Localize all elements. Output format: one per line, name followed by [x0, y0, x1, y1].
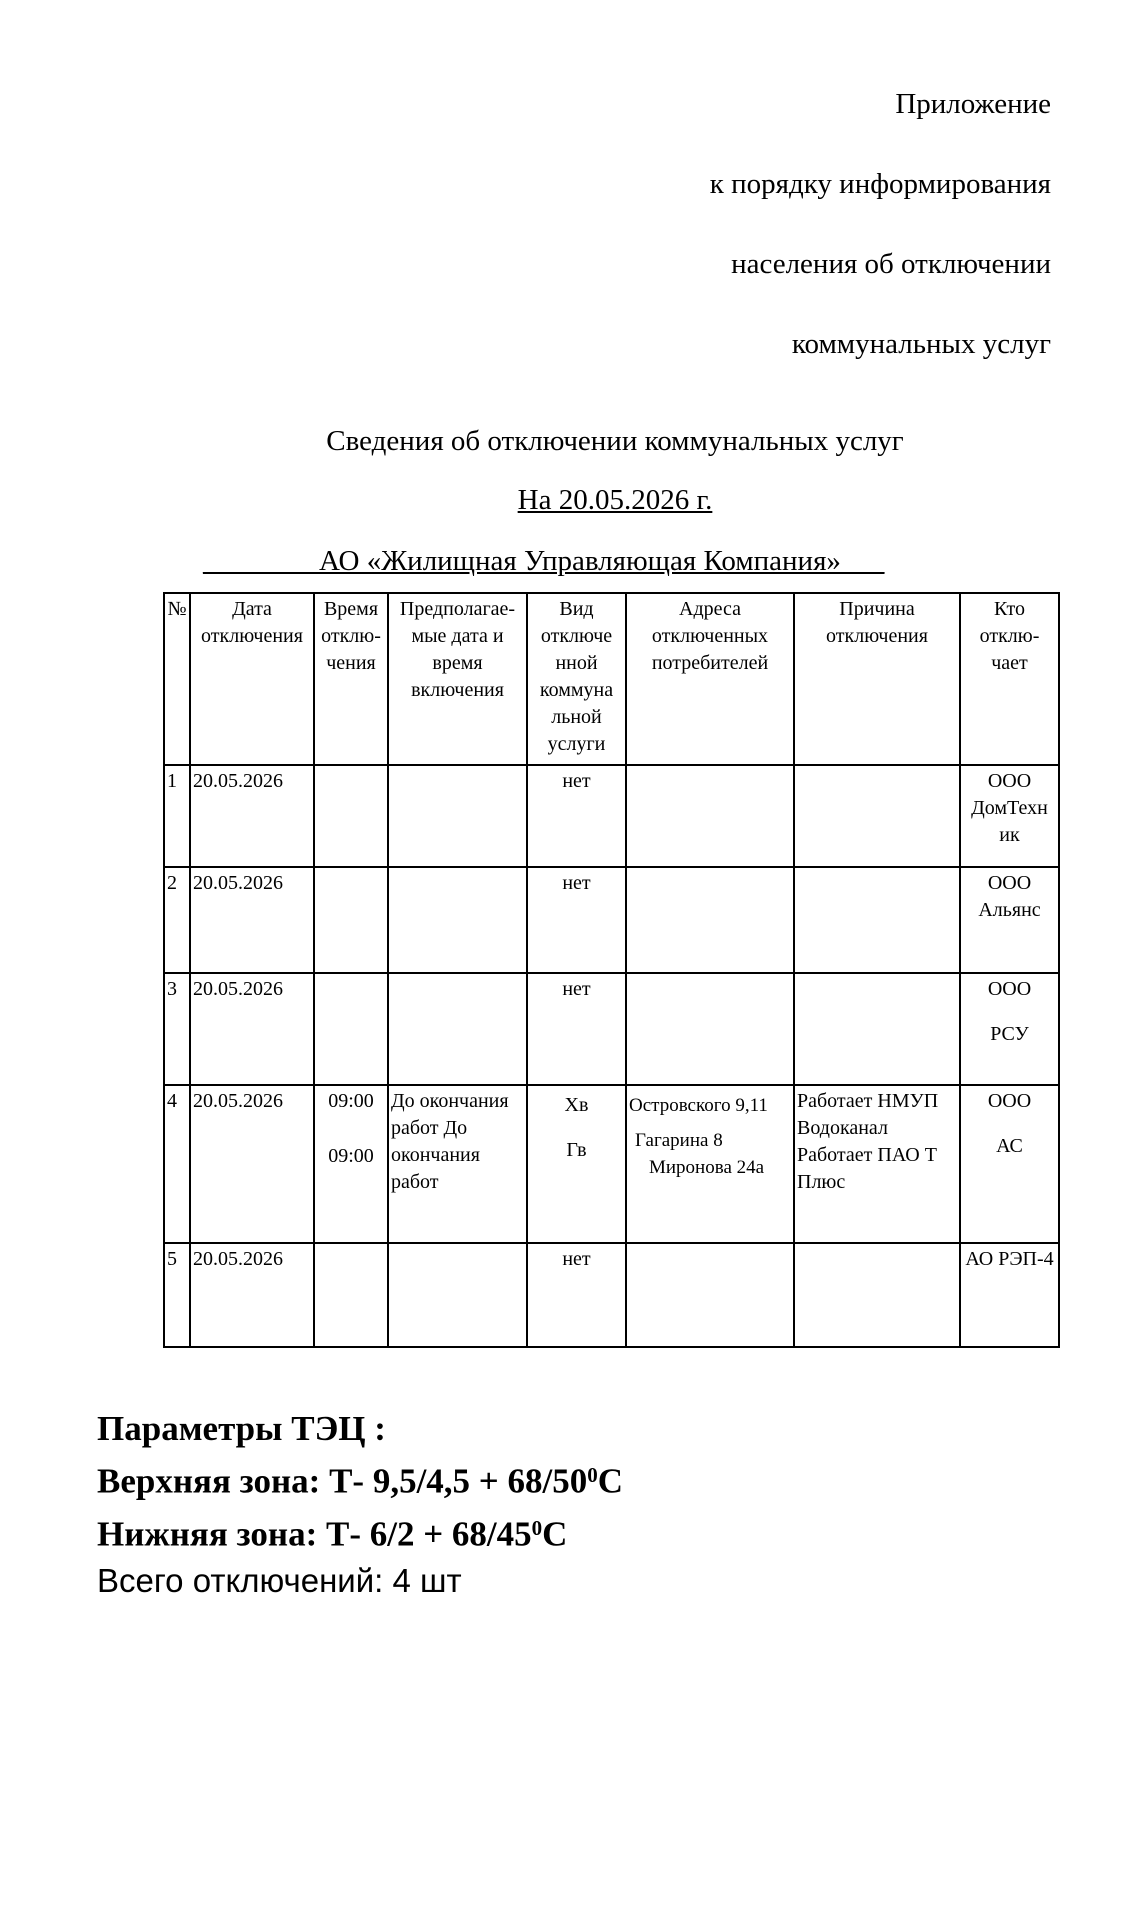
who-line-2: РСУ [990, 1023, 1029, 1045]
cell-time [314, 867, 388, 973]
lower-zone-text: Нижняя зона: Т- 6/2 + 68/45 [97, 1514, 532, 1553]
appendix-line-1: Приложение [895, 88, 1051, 120]
cell-address [626, 973, 794, 1085]
cell-who: АО РЭП-4 [960, 1243, 1059, 1347]
lower-zone-degree: 0 [531, 1515, 543, 1540]
cell-date: 20.05.2026 [190, 1243, 314, 1347]
params-title: Параметры ТЭЦ : [97, 1409, 386, 1448]
cell-reason [794, 867, 960, 973]
cell-expected [388, 1243, 527, 1347]
upper-zone-degree: 0 [587, 1463, 598, 1487]
header-reason: Причина отключения [794, 593, 960, 765]
appendix-line-4: коммунальных услуг [791, 328, 1051, 360]
cell-date: 20.05.2026 [190, 867, 314, 973]
cell-num: 5 [164, 1243, 190, 1347]
header-type: Вид отключе нной коммуна льной услуги [527, 593, 626, 765]
cell-type: нет [527, 1243, 626, 1347]
header-expected: Предполагае-мые дата и время включения [388, 593, 527, 765]
type-line-1: Хв [564, 1094, 589, 1116]
header-time: Время отклю-чения [314, 593, 388, 765]
cell-time [314, 1085, 388, 1243]
address-line-1: Островского 9,11 [629, 1095, 768, 1116]
table-row [164, 973, 1059, 1085]
cell-who [960, 973, 1059, 1085]
cell-type: нет [527, 867, 626, 973]
cell-expected [388, 973, 527, 1085]
cell-type: нет [527, 765, 626, 867]
appendix-line-3: населения об отключении [731, 248, 1051, 280]
total-outages: Всего отключений: 4 шт [97, 1562, 462, 1599]
cell-reason [794, 973, 960, 1085]
upper-zone-text: Верхняя зона: Т- 9,5/4,5 + 68/50 [97, 1461, 588, 1501]
cell-who [960, 1085, 1059, 1243]
cell-num: 2 [164, 867, 190, 973]
cell-address [626, 1243, 794, 1347]
address-line-3: Миронова 24а [649, 1157, 765, 1178]
who-line-1: ООО [987, 978, 1032, 1000]
cell-type [527, 1085, 626, 1243]
cell-time [314, 1243, 388, 1347]
cell-address [626, 1085, 794, 1243]
table-header-row [164, 593, 1059, 765]
document-title: Сведения об отключении коммунальных услуг [326, 425, 904, 457]
cell-time [314, 973, 388, 1085]
cell-reason [794, 765, 960, 867]
header-address: Адреса отключенных потребителей [626, 593, 794, 765]
cell-reason: Работает НМУП Водоканал Работает ПАО Т Плюс [794, 1085, 960, 1243]
cell-num: 1 [164, 765, 190, 867]
upper-zone-unit: С [597, 1461, 623, 1501]
cell-date: 20.05.2026 [190, 973, 314, 1085]
header-num: № [164, 593, 190, 765]
cell-who: ООО ДомТехн ик [960, 765, 1059, 867]
appendix-line-2: к порядку информирования [709, 168, 1051, 200]
appendix-block [710, 84, 1051, 404]
params-block [97, 1405, 623, 1604]
cell-type: нет [527, 973, 626, 1085]
table-row [164, 867, 1059, 973]
table-row [164, 1085, 1059, 1243]
address-line-2: Гагарина 8 [635, 1130, 723, 1151]
table-row [164, 1243, 1059, 1347]
time-line-1: 09:00 [328, 1090, 374, 1112]
cell-address [626, 867, 794, 973]
cell-reason [794, 1243, 960, 1347]
upper-zone-line [97, 1452, 623, 1505]
lower-zone-unit: С [542, 1514, 568, 1553]
who-line-1: ООО [987, 1090, 1032, 1112]
header-who: Кто отклю-чает [960, 593, 1059, 765]
who-line-2: АС [996, 1135, 1023, 1157]
cell-date: 20.05.2026 [190, 765, 314, 867]
header-date: Дата отключения [190, 593, 314, 765]
cell-address [626, 765, 794, 867]
cell-who: ООО Альянс [960, 867, 1059, 973]
cell-expected [388, 867, 527, 973]
cell-time [314, 765, 388, 867]
date-line: На 20.05.2026 г. [517, 484, 713, 516]
lower-zone-line [97, 1505, 623, 1558]
company-line: ________АО «Жилищная Управляющая Компания»___ [203, 545, 885, 577]
cell-expected: До окончания работ До окончания работ [388, 1085, 527, 1243]
cell-expected [388, 765, 527, 867]
cell-num: 4 [164, 1085, 190, 1243]
cell-date: 20.05.2026 [190, 1085, 314, 1243]
type-line-2: Гв [566, 1139, 587, 1161]
outage-table [163, 592, 1060, 1348]
table-row [164, 765, 1059, 867]
time-line-2: 09:00 [328, 1145, 374, 1167]
cell-num: 3 [164, 973, 190, 1085]
